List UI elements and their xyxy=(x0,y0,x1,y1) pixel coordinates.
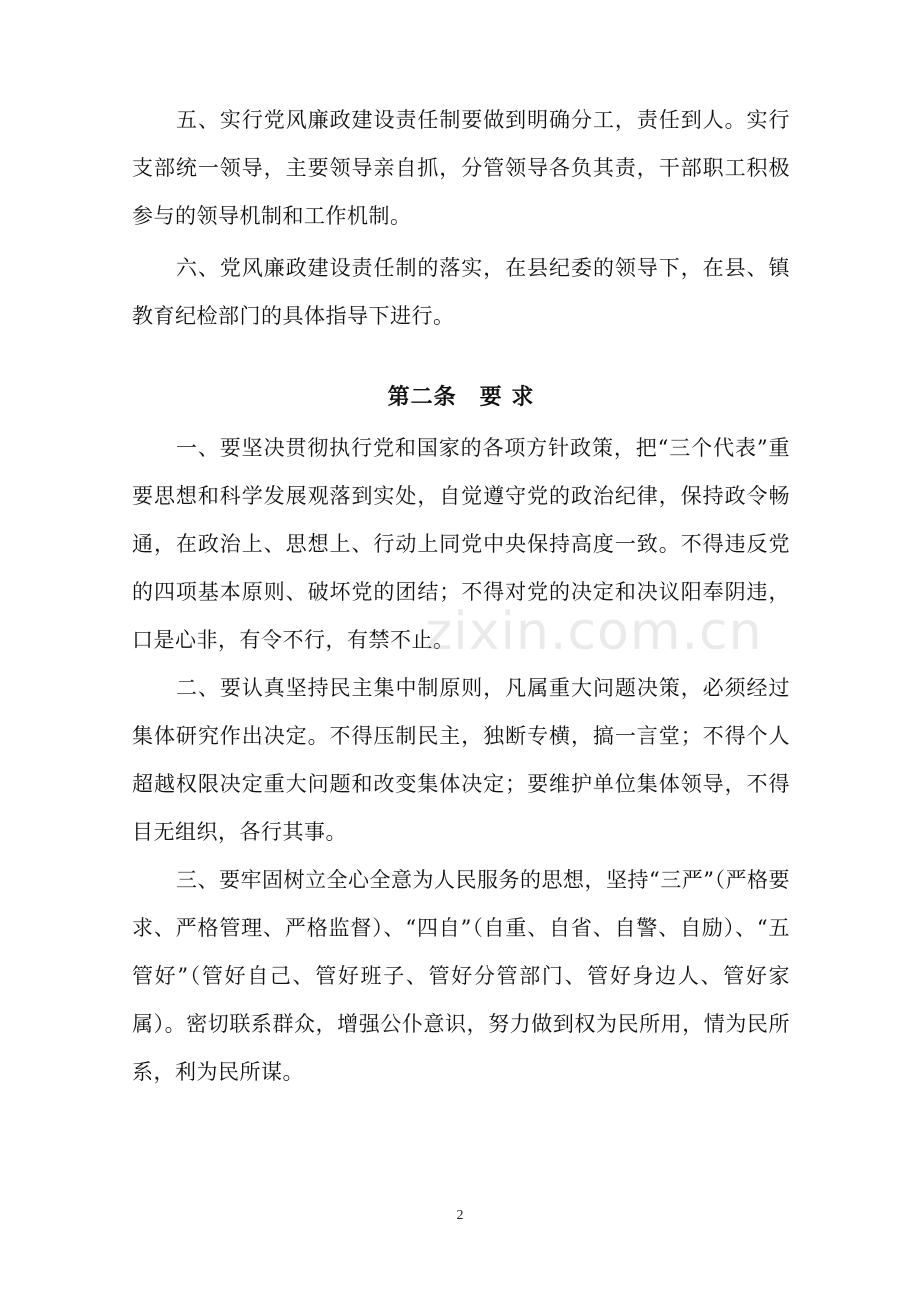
requirement-two: 二、要认真坚持民主集中制原则，凡属重大问题决策，必须经过集体研究作出决定。不得压制民主，独断专横，搞一言堂；不得个人超越权限决定重大问题和改变集体决定；要维护单位集体领导，不得目无组织，各行其事。 xyxy=(132,676,790,844)
page-number: 2 xyxy=(456,1208,464,1223)
requirement-three: 三、要牢固树立全心全意为人民服务的思想，坚持“三严”（严格要求、严格管理、严格监督）、“四自”（自重、自省、自警、自励）、“五管好”（管好自己、管好班子、管好分管部门、管好身边人、管好家属）。密切联系群众，增强公仆意识，努力做到权为民所用，情为民所系，利为民所谋。 xyxy=(132,868,790,1084)
watermark-text: zixin.com.cn xyxy=(425,602,763,662)
requirement-one: 一、要坚决贯彻执行党和国家的各项方针政策，把“三个代表”重要思想和科学发展观落到实处，自觉遵守党的政治纪律，保持政令畅通，在政治上、思想上、行动上同党中央保持高度一致。不得违反党的四项基本原则、破坏党的团结；不得对党的决定和决议阳奉阴违，口是心非，有令不行，有禁不止。 xyxy=(132,436,790,652)
paragraph-five: 五、实行党风廉政建设责任制要做到明确分工，责任到人。实行支部统一领导，主要领导亲自抓，分管领导各负其责，干部职工积极参与的领导机制和工作机制。 xyxy=(132,108,790,228)
section-heading: 第二条 要 求 xyxy=(387,384,535,410)
paragraph-six: 六、党风廉政建设责任制的落实，在县纪委的领导下，在县、镇教育纪检部门的具体指导下进行。 xyxy=(132,256,790,328)
